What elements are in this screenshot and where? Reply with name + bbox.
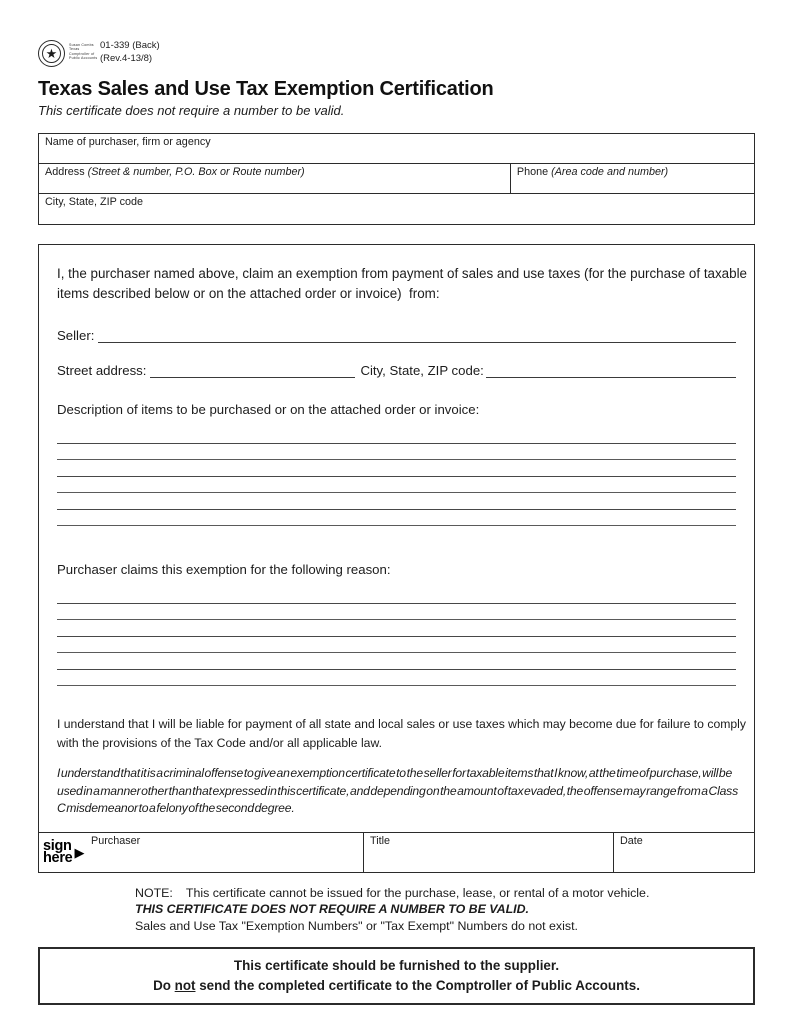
comptroller-seal-text [69,43,98,61]
description-input-line[interactable] [57,493,736,510]
title-label: Title [370,835,390,847]
certification-box [38,244,755,873]
reason-input-line[interactable] [57,653,736,670]
city-state-zip-label: City, State, ZIP code [45,196,144,208]
phone-label-paren: (Area code and number) [551,166,669,178]
reason-input-line[interactable] [57,620,736,637]
seller-input-line[interactable] [98,325,736,343]
footer-line-2 [50,976,743,995]
description-write-in-area [57,427,736,526]
table-row [39,134,754,164]
street-address-input-line[interactable] [150,360,355,378]
city-state-zip-field[interactable] [39,194,754,224]
address-label: Address [45,166,88,178]
table-row [39,194,754,224]
description-input-line[interactable] [57,510,736,527]
reason-input-line[interactable] [57,587,736,604]
purchaser-info-table [38,133,755,225]
seal-text-line: Texas [69,47,80,52]
right-arrow-icon: ▶ [74,844,85,860]
seller-row [57,325,736,343]
page-subtitle: This certificate does not require a number to be valid. [38,103,345,118]
date-field[interactable] [613,833,754,872]
street-address-label: Street address: [57,363,147,379]
sign-here-word: here [43,850,73,867]
exemption-reason-write-in-area [57,587,736,686]
comptroller-seal-icon [38,40,65,67]
name-of-purchaser-field[interactable] [39,134,754,163]
address-field[interactable] [39,164,511,193]
phone-field[interactable] [511,164,754,193]
reason-input-line[interactable] [57,637,736,654]
reason-input-line[interactable] [57,604,736,621]
description-input-line[interactable] [57,477,736,494]
form-number [100,40,160,66]
date-label: Date [620,835,643,847]
exemption-reason-label: Purchaser claims this exemption for the following reason: [57,562,391,578]
footer-line-1: This certificate should be furnished to the supplier. [233,958,560,974]
footer-line-2-underlined-word: not [174,977,196,993]
sign-here-word: sign [43,838,72,854]
seller-address-row [57,360,736,378]
page-title: Texas Sales and Use Tax Exemption Certification [38,78,494,100]
form-page [38,0,755,1005]
city-state-zip-label: City, State, ZIP code: [360,363,484,379]
description-label: Description of items to be purchased or on the attached order or invoice: [57,402,480,418]
footer-line-2-post: send the completed certificate to the Comptroller of Public Accounts. [195,977,640,993]
seller-label: Seller: [57,328,95,344]
note-line-2: THIS CERTIFICATE DOES NOT REQUIRE A NUMBER TO BE VALID. [135,902,529,917]
name-of-purchaser-label: Name of purchaser, firm or agency [45,136,211,148]
address-label-paren: (Street & number, P.O. Box or Route number) [87,166,305,178]
description-input-line[interactable] [57,427,736,444]
note-line-3: Sales and Use Tax "Exemption Numbers" or "Tax Exempt" Numbers do not exist. [135,918,578,933]
purchaser-signature-field[interactable] [39,833,363,872]
note-label: NOTE: [135,886,173,900]
seal-text-line: Susan Combs [69,43,94,47]
signature-row [39,832,754,872]
form-revision-line: (Rev.4-13/8) [100,52,153,64]
footer-instruction-box [38,947,755,1005]
note-line-1 [135,885,755,901]
phone-label: Phone [516,166,552,178]
purchaser-signature-label: Purchaser [91,835,141,847]
sign-here-indicator [43,840,84,865]
description-input-line[interactable] [57,460,736,477]
form-header [38,40,755,67]
city-state-zip-input-line[interactable] [486,360,736,378]
form-number-line: 01-339 (Back) [100,40,160,51]
title-field[interactable] [363,833,613,872]
exemption-claim-statement: I, the purchaser named above, claim an exemption from payment of sales and use taxes (for the purchase of taxable items described below or on the attached order or invoice) from: [57,266,751,302]
footer-line-2-pre: Do [153,977,175,993]
seal-text-line: Comptroller of [69,51,95,56]
reason-input-line[interactable] [57,670,736,687]
description-input-line[interactable] [57,444,736,461]
note-line-1-text: This certificate cannot be issued for the purchase, lease, or rental of a motor vehicle. [185,886,650,900]
star-icon: ★ [45,46,58,61]
note-section [38,885,755,934]
criminal-offense-statement: I understand that it is a criminal offense to give an exemption certificate to the seller for taxable items that I know, at the time of purchase, will be used in a manner other than that expressed in this certificate, and depending on the amount of tax evaded, the offense may range from a Class C misdemeanor to a felony of the second degree. [57,766,738,816]
liability-statement: I understand that I will be liable for payment of all state and local sales or use taxes which may become due for failure to comply with the provisions of the Tax Code and/or all applicable law. [57,717,746,751]
table-row [39,164,754,194]
seal-text-line: Public Accounts [69,56,98,61]
